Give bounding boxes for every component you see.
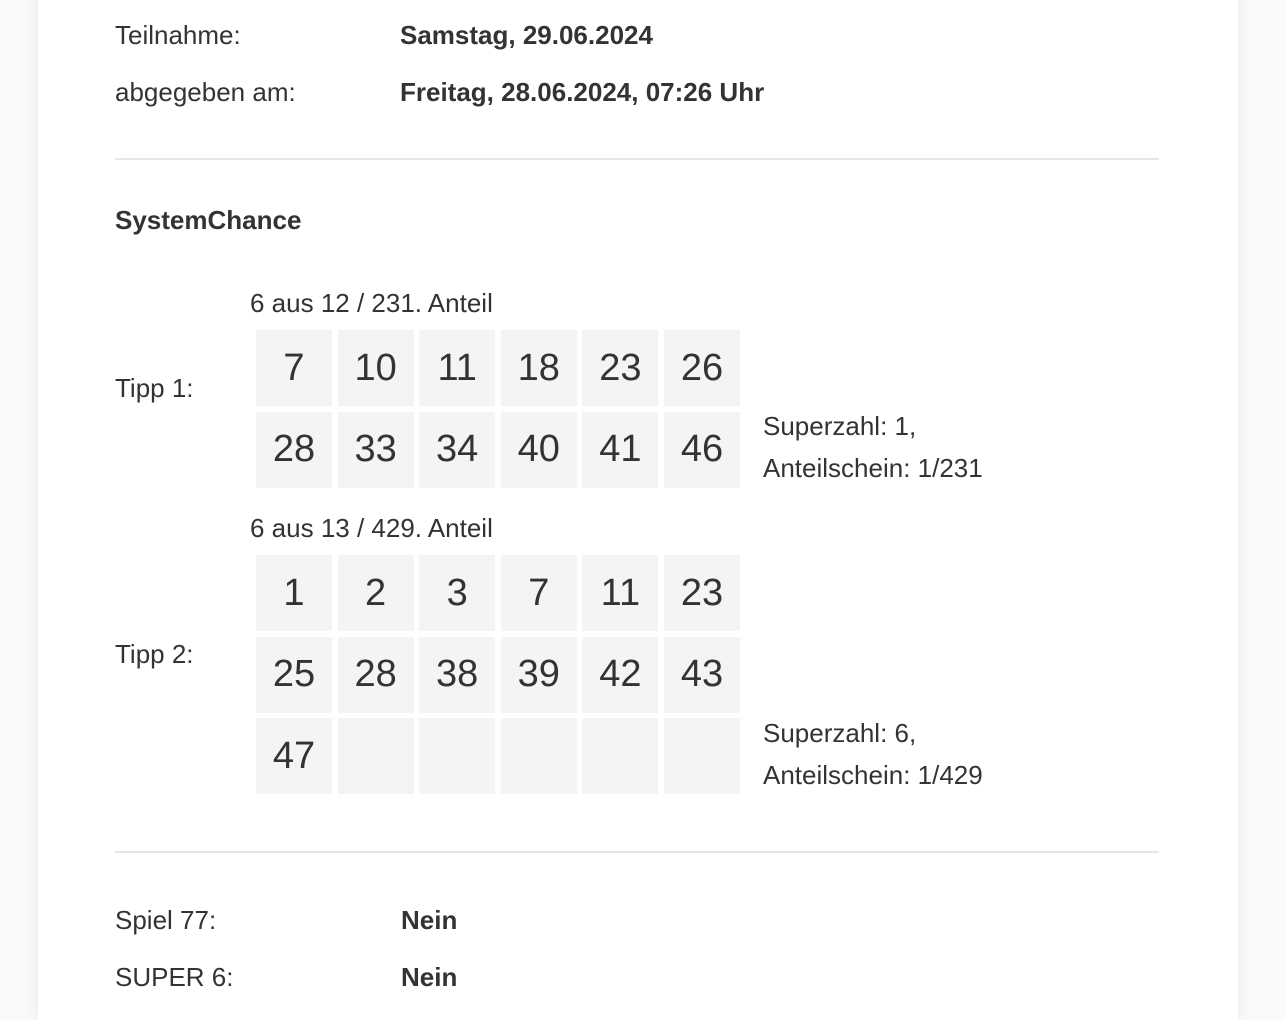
number-cell: 18 bbox=[501, 330, 577, 406]
divider bbox=[115, 158, 1159, 160]
number-cell: 7 bbox=[501, 555, 577, 631]
number-cell: 1 bbox=[256, 555, 332, 631]
number-cell: 28 bbox=[338, 637, 414, 713]
tip-2-superzahl: Superzahl: 6, bbox=[763, 718, 917, 748]
number-cell bbox=[419, 718, 495, 794]
participation-date: Samstag, 29.06.2024 bbox=[400, 20, 653, 50]
number-cell: 46 bbox=[664, 412, 740, 488]
number-cell: 7 bbox=[256, 330, 332, 406]
number-cell: 41 bbox=[582, 412, 658, 488]
section-title: SystemChance bbox=[115, 205, 302, 235]
tip-2-system: 6 aus 13 / 429. Anteil bbox=[250, 513, 493, 543]
tip-2-label: Tipp 2: bbox=[115, 639, 194, 669]
number-cell: 11 bbox=[582, 555, 658, 631]
number-cell: 47 bbox=[256, 718, 332, 794]
number-cell: 28 bbox=[256, 412, 332, 488]
number-cell bbox=[501, 718, 577, 794]
number-cell: 25 bbox=[256, 637, 332, 713]
tip-1-system: 6 aus 12 / 231. Anteil bbox=[250, 288, 493, 318]
number-cell bbox=[582, 718, 658, 794]
number-cell: 43 bbox=[664, 637, 740, 713]
super6-label: SUPER 6: bbox=[115, 962, 234, 992]
tip-2-anteilschein: Anteilschein: 1/429 bbox=[763, 760, 983, 790]
tip-2-number-grid bbox=[256, 555, 740, 794]
spiel77-value: Nein bbox=[401, 905, 458, 935]
number-cell: 23 bbox=[582, 330, 658, 406]
number-cell bbox=[338, 718, 414, 794]
number-cell: 40 bbox=[501, 412, 577, 488]
tip-1-label: Tipp 1: bbox=[115, 373, 194, 403]
participation-label: Teilnahme: bbox=[115, 20, 241, 50]
number-cell bbox=[664, 718, 740, 794]
tip-1-number-grid bbox=[256, 330, 740, 488]
number-cell: 26 bbox=[664, 330, 740, 406]
number-cell: 33 bbox=[338, 412, 414, 488]
number-cell: 2 bbox=[338, 555, 414, 631]
tip-1-info bbox=[763, 405, 983, 489]
submitted-date: Freitag, 28.06.2024, 07:26 Uhr bbox=[400, 77, 765, 107]
tip-2-info bbox=[763, 712, 983, 796]
number-cell: 11 bbox=[419, 330, 495, 406]
tip-1-superzahl: Superzahl: 1, bbox=[763, 411, 917, 441]
super6-value: Nein bbox=[401, 962, 458, 992]
spiel77-label: Spiel 77: bbox=[115, 905, 217, 935]
number-cell: 10 bbox=[338, 330, 414, 406]
number-cell: 42 bbox=[582, 637, 658, 713]
ticket-card bbox=[38, 0, 1238, 1020]
number-cell: 3 bbox=[419, 555, 495, 631]
tip-1-anteilschein: Anteilschein: 1/231 bbox=[763, 453, 983, 483]
number-cell: 34 bbox=[419, 412, 495, 488]
number-cell: 23 bbox=[664, 555, 740, 631]
submitted-label: abgegeben am: bbox=[115, 77, 296, 107]
divider bbox=[115, 851, 1159, 853]
number-cell: 38 bbox=[419, 637, 495, 713]
number-cell: 39 bbox=[501, 637, 577, 713]
